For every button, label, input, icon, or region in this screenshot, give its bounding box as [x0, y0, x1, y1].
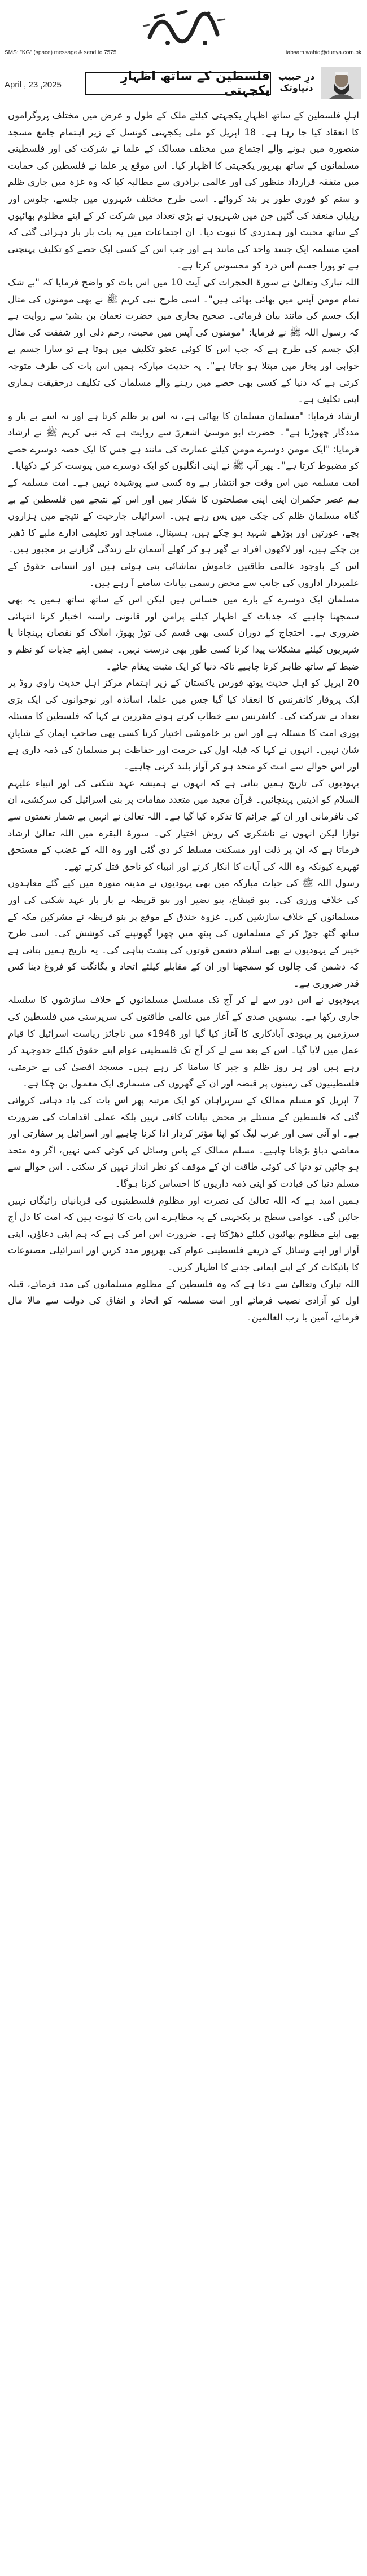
article-paragraph: اللہ تبارک وتعالیٰ نے سورۃ الحجرات کی آیت 10 میں اس بات کو واضح فرمایا کہ "بے شک تمام مومن آپس میں بھائی بھائی ہیں"۔ اسی طرح نبی کریم ﷺ نے بھی مومنوں کی مثال ایک جسم کی مانند بیان فرمائی۔ صحیح بخاری میں حضرت نعمان بن بشیرؓ سے روایت ہے کہ رسول اللہ ﷺ نے فرمایا: "مومنوں کی آپس میں محبت، رحم دلی اور شفقت کی مثال ایک جسم کی طرح ہے کہ جب اس کا کوئی عضو تکلیف میں ہوتا ہے تو سارا جسم بے خوابی اور بخار میں مبتلا ہو جاتا ہے"۔ یہ حدیث مبارکہ ہمیں اس بات کی طرف متوجہ کرتی ہے کہ دنیا کے کسی بھی حصے میں رہنے والے مسلمان کی تکلیف درحقیقت ہماری اپنی تکلیف ہے۔ — [8, 276, 359, 405]
article-paragraph: امت مسلمہ میں اس وقت جو انتشار ہے وہ کسی سے پوشیدہ نہیں ہے۔ امت مسلمہ کے ہم عصر حکمران اپنی اپنی مصلحتوں کا شکار ہیں اور اس کے نتیجے میں فلسطین کے بے گناہ مسلمان ظلم کی چکی میں پس رہے ہیں۔ اسرائیلی جارحیت کے نتیجے میں ہزاروں بچے، عورتیں اور بوڑھے شہید ہو چکے ہیں، ہسپتال، مساجد اور تعلیمی ادارے ملبے کا ڈھیر بن چکے ہیں، اور لاکھوں افراد بے گھر ہو کر کھلے آسمان تلے زندگی گزارنے پر مجبور ہیں۔ اس کے باوجود عالمی طاقتیں خاموش تماشائی بنی ہوئی ہیں اور انسانی حقوق کے علمبردار اداروں کی جانب سے محض رسمی بیانات سامنے آ رہے ہیں۔ — [8, 477, 359, 588]
sms-line: SMS: "KG" (space) message & send to 7575 — [5, 50, 117, 56]
article-paragraph: ہمیں امید ہے کہ اللہ تعالیٰ کی نصرت اور مظلوم فلسطینیوں کی قربانیاں رائیگاں نہیں جائیں گی۔ عوامی سطح پر یکجہتی کے یہ مظاہرے اس بات کا ثبوت ہیں کہ امت کا دل آج بھی اپنے مظلوم بھائیوں کیلئے دھڑکتا ہے۔ ضرورت اس امر کی ہے کہ ہم اپنی دعاؤں، اپنی آواز اور اپنے وسائل کے ذریعے فلسطینی عوام کی بھرپور مدد کریں اور اسرائیلی مصنوعات کا بائیکاٹ کر کے اپنے ایمانی جذبے کا اظہار کریں۔ — [8, 1195, 359, 1272]
logo-brush-strokes — [138, 3, 229, 49]
article-body — [8, 107, 359, 2569]
article-paragraph: ارشاد فرمایا: "مسلمان مسلمان کا بھائی ہے، نہ اس پر ظلم کرتا ہے اور نہ اسے بے یار و مددگار چھوڑتا ہے"۔ حضرت ابو موسیٰ اشعریؓ سے روایت ہے کہ نبی کریم ﷺ نے ارشاد فرمایا: "ایک مومن دوسرے مومن کیلئے عمارت کی مانند ہے جس کا ایک حصہ دوسرے حصے کو مضبوط کرتا ہے"۔ پھر آپ ﷺ نے اپنی انگلیوں کو ایک دوسرے میں پیوست کر کے دکھایا۔ — [8, 410, 359, 472]
author-portrait — [321, 67, 361, 99]
newspaper-logo — [138, 3, 229, 49]
article-paragraph: یہودیوں کی تاریخ ہمیں بتاتی ہے کہ انہوں نے ہمیشہ عہد شکنی کی اور انبیاء علیہم السلام کو اذیتیں پہنچائیں۔ قرآن مجید میں متعدد مقامات پر بنی اسرائیل کی سرکشی، ان کی نافرمانی اور ان کے جرائم کا تذکرہ کیا گیا ہے۔ اللہ تعالیٰ نے انہیں بے شمار نعمتوں سے نوازا لیکن انہوں نے ناشکری کی روش اختیار کی۔ سورۃ البقرہ میں اللہ تعالیٰ ارشاد فرماتا ہے کہ ان پر ذلت اور مسکنت مسلط کر دی گئی اور وہ اللہ کے غضب کے مستحق ٹھہرے کیونکہ وہ اللہ کی آیات کا انکار کرتے اور انبیاء کو ناحق قتل کرتے تھے۔ — [8, 777, 359, 872]
publish-date: April , 23 ,2025 — [5, 80, 62, 90]
author-photo-icon — [321, 67, 361, 99]
article-paragraph: 7 اپریل کو مسلم ممالک کے سربراہان کو ایک مرتبہ پھر اس بات کی یاد دہانی کروائی گئی کہ فلسطین کے مسئلے پر محض بیانات کافی نہیں بلکہ عملی اقدامات کی ضرورت ہے۔ او آئی سی اور عرب لیگ کو اپنا مؤثر کردار ادا کرنا چاہیے اور اسرائیل پر سفارتی اور معاشی دباؤ بڑھانا چاہیے۔ مسلم ممالک کے پاس وسائل کی کوئی کمی نہیں، اگر وہ متحد ہو جائیں تو دنیا کی کوئی طاقت ان کے موقف کو نظر انداز نہیں کر سکتی۔ اس حوالے سے مسلم دنیا کی قیادت کو اپنی ذمہ داریوں کا احساس کرنا ہوگا۔ — [8, 1095, 359, 1189]
masthead — [0, 0, 367, 62]
column-brand: درِ حبیب دنیاوتک — [278, 71, 315, 93]
article-paragraph: رسول اللہ ﷺ کی حیات مبارکہ میں بھی یہودیوں نے مدینہ منورہ میں کیے گئے معاہدوں کی خلاف ورزی کی۔ بنو قینقاع، بنو نضیر اور بنو قریظہ نے بار بار عہد شکنی کی اور مسلمانوں کے خلاف سازشیں کیں۔ غزوہ خندق کے موقع پر بنو قریظہ نے مشرکین مکہ کے ساتھ گٹھ جوڑ کر کے مسلمانوں کی پیٹھ میں چھرا گھونپنے کی کوشش کی۔ اسی طرح خیبر کے یہودیوں نے بھی اسلام دشمن قوتوں کی پشت پناہی کی۔ یہ تاریخ ہمیں بتاتی ہے کہ دشمن کی چالوں کو سمجھنا اور ان کے مقابلے کیلئے اتحاد و یگانگت کو فروغ دینا کس قدر ضروری ہے۔ — [8, 878, 359, 989]
article-paragraph: مسلمان ایک دوسرے کے بارے میں حساس ہیں لیکن اس کے ساتھ ساتھ ہمیں یہ بھی سمجھنا چاہیے کہ جذبات کے اظہار کیلئے پرامن اور قانونی راستہ اختیار کرنا انتہائی ضروری ہے۔ احتجاج کے دوران کسی بھی قسم کی توڑ پھوڑ، املاک کو نقصان پہنچانا یا شہریوں کیلئے مشکلات پیدا کرنا کسی طور بھی درست نہیں۔ ہمیں اپنے جذبات کو نظم و ضبط کے ساتھ ظاہر کرنا چاہیے تاکہ دنیا کو ایک مثبت پیغام جائے۔ — [8, 594, 359, 672]
article-paragraph: اللہ تبارک وتعالیٰ سے دعا ہے کہ وہ فلسطین کے مظلوم مسلمانوں کی مدد فرمائے، قبلہ اول کو آزادی نصیب فرمائے اور امت مسلمہ کو اتحاد و اتفاق کی دولت سے مالا مال فرمائے، آمین یا رب العالمین۔ — [8, 1278, 359, 1323]
column-header — [0, 67, 367, 102]
article-paragraph: اہلِ فلسطین کے ساتھ اظہارِ یکجہتی کیلئے ملک کے طول و عرض میں مختلف پروگراموں کا انعقاد کیا جا رہا ہے۔ 18 اپریل کو ملی یکجہتی کونسل کے زیر اہتمام جامع مسجد منصورہ میں ہونے والے اجتماع میں مختلف مسالک کے علما نے شرکت کی اور فلسطینی مسلمانوں کے ساتھ بھرپور یکجہتی کا اظہار کیا۔ اس موقع پر علما نے فلسطین کی حمایت میں متفقہ قرارداد منظور کی اور عالمی برادری سے مطالبہ کیا کہ وہ غزہ میں جاری ظلم و ستم کو فوری طور پر بند کروائے۔ اسی طرح مختلف شہروں میں جلسے، جلوس اور ریلیاں منعقد کی گئیں جن میں شہریوں نے بڑی تعداد میں شرکت کر کے اپنے مظلوم بھائیوں کے ساتھ محبت اور ہمدردی کا ثبوت دیا۔ ان اجتماعات میں یہ بات بار بار دہرائی گئی کہ امتِ مسلمہ ایک جسد واحد کی مانند ہے اور جب اس کے کسی ایک حصے کو تکلیف پہنچتی ہے تو پورا جسم اس درد کو محسوس کرتا ہے۔ — [8, 110, 359, 271]
article-paragraph: یہودیوں نے اس دور سے لے کر آج تک مسلسل مسلمانوں کے خلاف سازشوں کا سلسلہ جاری رکھا ہے۔ بیسویں صدی کے آغاز میں عالمی طاقتوں کی سرپرستی میں فلسطین کی سرزمین پر یہودی آبادکاری کا آغاز کیا گیا اور 1948ء میں ناجائز ریاست اسرائیل کا قیام عمل میں لایا گیا۔ اس کے بعد سے لے کر آج تک فلسطینی عوام اپنے حقوق کیلئے جدوجہد کر رہے ہیں اور ہر روز ظلم و جبر کا سامنا کر رہے ہیں۔ مسجد اقصیٰ کی بے حرمتی، فلسطینیوں کی زمینوں پر قبضہ اور ان کے گھروں کی مسماری ایک معمول بن چکا ہے۔ — [8, 994, 359, 1089]
article-paragraph: 20 اپریل کو اہل حدیث یوتھ فورس پاکستان کے زیر اہتمام مرکز اہل حدیث راوی روڈ پر ایک پروقار کانفرنس کا انعقاد کیا گیا جس میں علما، اساتذہ اور نوجوانوں کی ایک بڑی تعداد نے شرکت کی۔ کانفرنس سے خطاب کرتے ہوئے مقررین نے کہا کہ فلسطین کا مسئلہ پوری امت کا مسئلہ ہے اور اس پر خاموشی اختیار کرنا کسی بھی صاحبِ ایمان کے شایانِ شان نہیں۔ انہوں نے کہا کہ قبلہ اول کی حرمت اور حفاظت ہر مسلمان کی ذمہ داری ہے اور اس حوالے سے امت کو متحد ہو کر آواز بلند کرنی چاہیے۔ — [8, 677, 359, 772]
email-address: tabsam.wahid@dunya.com.pk — [285, 50, 361, 56]
article-headline: فلسطین کے ساتھ اظہارِ یکجہتی — [85, 72, 271, 95]
